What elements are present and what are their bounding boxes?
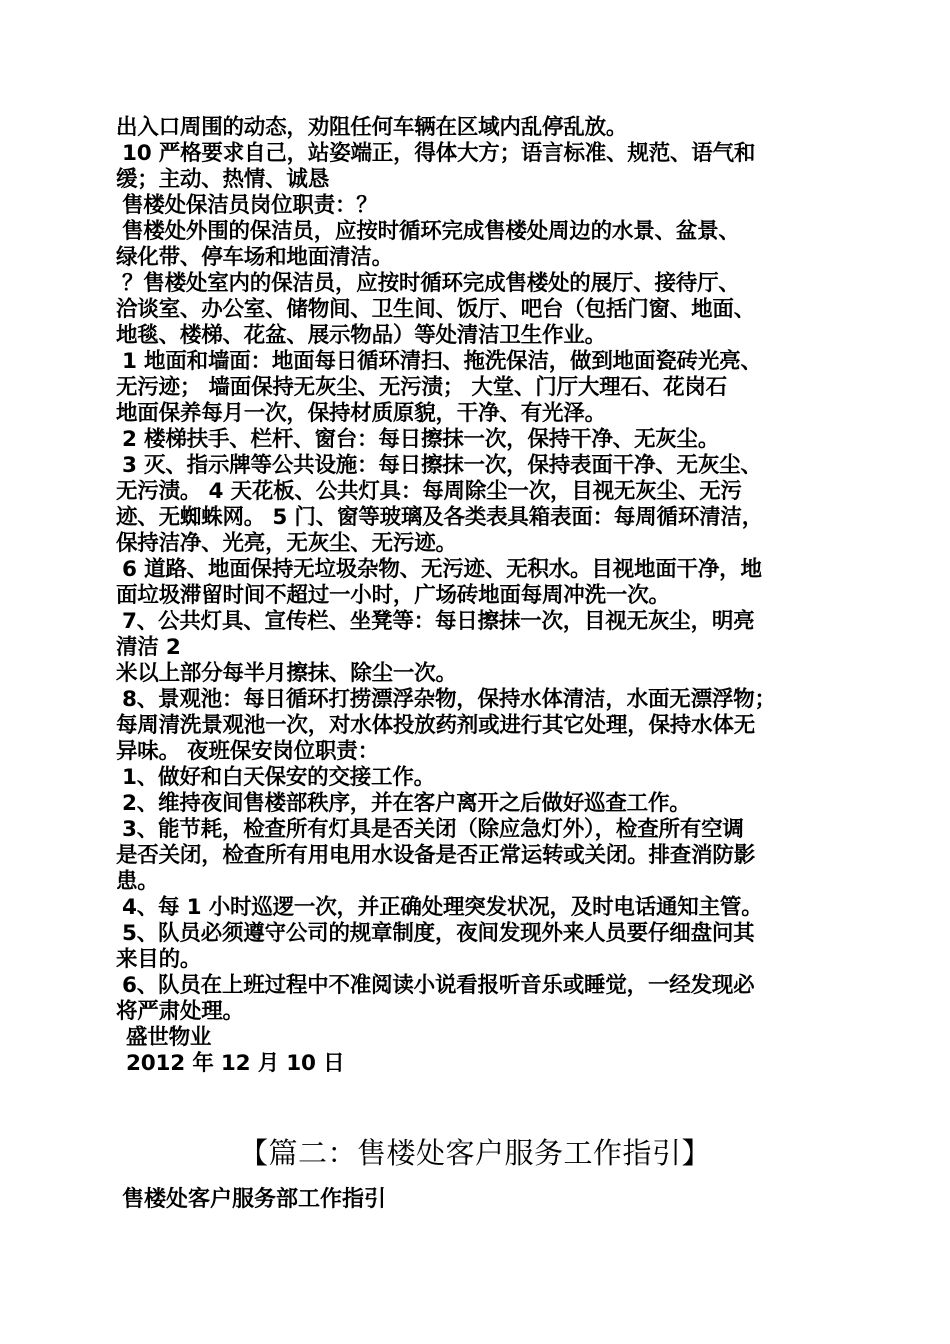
document-body <box>116 115 846 1077</box>
text-line: 无污渍。 4 天花板、公共灯具：每周除尘一次，目视无灰尘、无污 <box>116 479 742 504</box>
signature-date: 2012 年 12 月 10 日 <box>126 1051 345 1076</box>
section-subheading: 售楼处客户服务部工作指引 <box>122 1187 387 1212</box>
text-line: 将严肃处理。 <box>116 999 244 1024</box>
text-line: 米以上部分每半月擦抹、除尘一次。 <box>116 661 457 686</box>
text-line: 2 楼梯扶手、栏杆、窗台：每日擦抹一次，保持干净、无灰尘。 <box>122 427 720 452</box>
text-line: 出入口周围的动态，劝阻任何车辆在区域内乱停乱放。 <box>116 115 628 140</box>
text-line: 清洁 2 <box>116 635 181 660</box>
text-line: 售楼处保洁员岗位职责：？ <box>122 193 378 218</box>
text-line: 绿化带、停车场和地面清洁。 <box>116 245 393 270</box>
text-line: 3 灭、指示牌等公共设施：每日擦抹一次，保持表面干净、无灰尘、 <box>122 453 762 478</box>
text-line: 1、做好和白天保安的交接工作。 <box>122 765 435 790</box>
text-line: 6、队员在上班过程中不准阅读小说看报听音乐或睡觉，一经发现必 <box>122 973 755 998</box>
text-line: 迹、无蜘蛛网。 5 门、窗等玻璃及各类表具箱表面：每周循环清洁， <box>116 505 764 530</box>
text-line: 保持洁净、光亮，无灰尘、无污迹。 <box>116 531 457 556</box>
text-line: 异味。 夜班保安岗位职责： <box>116 739 379 764</box>
text-line: 是否关闭，检查所有用电用水设备是否正常运转或关闭。排查消防影 <box>116 843 756 868</box>
text-line: 每周清洗景观池一次，对水体投放药剂或进行其它处理，保持水体无 <box>116 713 756 738</box>
text-line: 地毯、楼梯、花盆、展示物品）等处清洁卫生作业。 <box>116 323 606 348</box>
text-line: 2、维持夜间售楼部秩序，并在客户离开之后做好巡查工作。 <box>122 791 691 816</box>
section-title: 【篇二：售楼处客户服务工作指引】 <box>238 1136 711 1170</box>
text-line: 售楼处外围的保洁员，应按时循环完成售楼处周边的水景、盆景、 <box>122 219 740 244</box>
text-line: 地面保养每月一次，保持材质原貌，干净、有光泽。 <box>116 401 606 426</box>
text-line: 缓；主动、热情、诚恳 <box>116 167 330 192</box>
text-line: 1 地面和墙面：地面每日循环清扫、拖洗保洁，做到地面瓷砖光亮、 <box>122 349 762 374</box>
text-line: 10 严格要求自己，站姿端正，得体大方；语言标准、规范、语气和 <box>122 141 756 166</box>
text-line: 洽谈室、办公室、储物间、卫生间、饭厅、吧台（包括门窗、地面、 <box>116 297 756 322</box>
text-line: 3、能节耗，检查所有灯具是否关闭（除应急灯外），检查所有空调 <box>122 817 744 842</box>
text-line: 6 道路、地面保持无垃圾杂物、无污迹、无积水。目视地面干净，地 <box>122 557 762 582</box>
text-line: 4、每 1 小时巡逻一次，并正确处理突发状况，及时电话通知主管。 <box>122 895 763 920</box>
text-line: 5、队员必须遵守公司的规章制度，夜间发现外来人员要仔细盘问其 <box>122 921 755 946</box>
text-line: 来目的。 <box>116 947 202 972</box>
text-line: 8、景观池：每日循环打捞漂浮杂物，保持水体清洁，水面无漂浮物； <box>122 687 776 712</box>
text-line: ？售楼处室内的保洁员，应按时循环完成售楼处的展厅、接待厅、 <box>122 271 740 296</box>
text-line: 面垃圾滞留时间不超过一小时，广场砖地面每周冲洗一次。 <box>116 583 670 608</box>
text-line: 无污迹； 墙面保持无灰尘、无污渍； 大堂、门厅大理石、花岗石 <box>116 375 727 400</box>
text-line: 患。 <box>116 869 159 894</box>
text-line: 7、公共灯具、宣传栏、坐凳等：每日擦抹一次，目视无灰尘，明亮 <box>122 609 755 634</box>
signature-company: 盛世物业 <box>126 1025 212 1050</box>
